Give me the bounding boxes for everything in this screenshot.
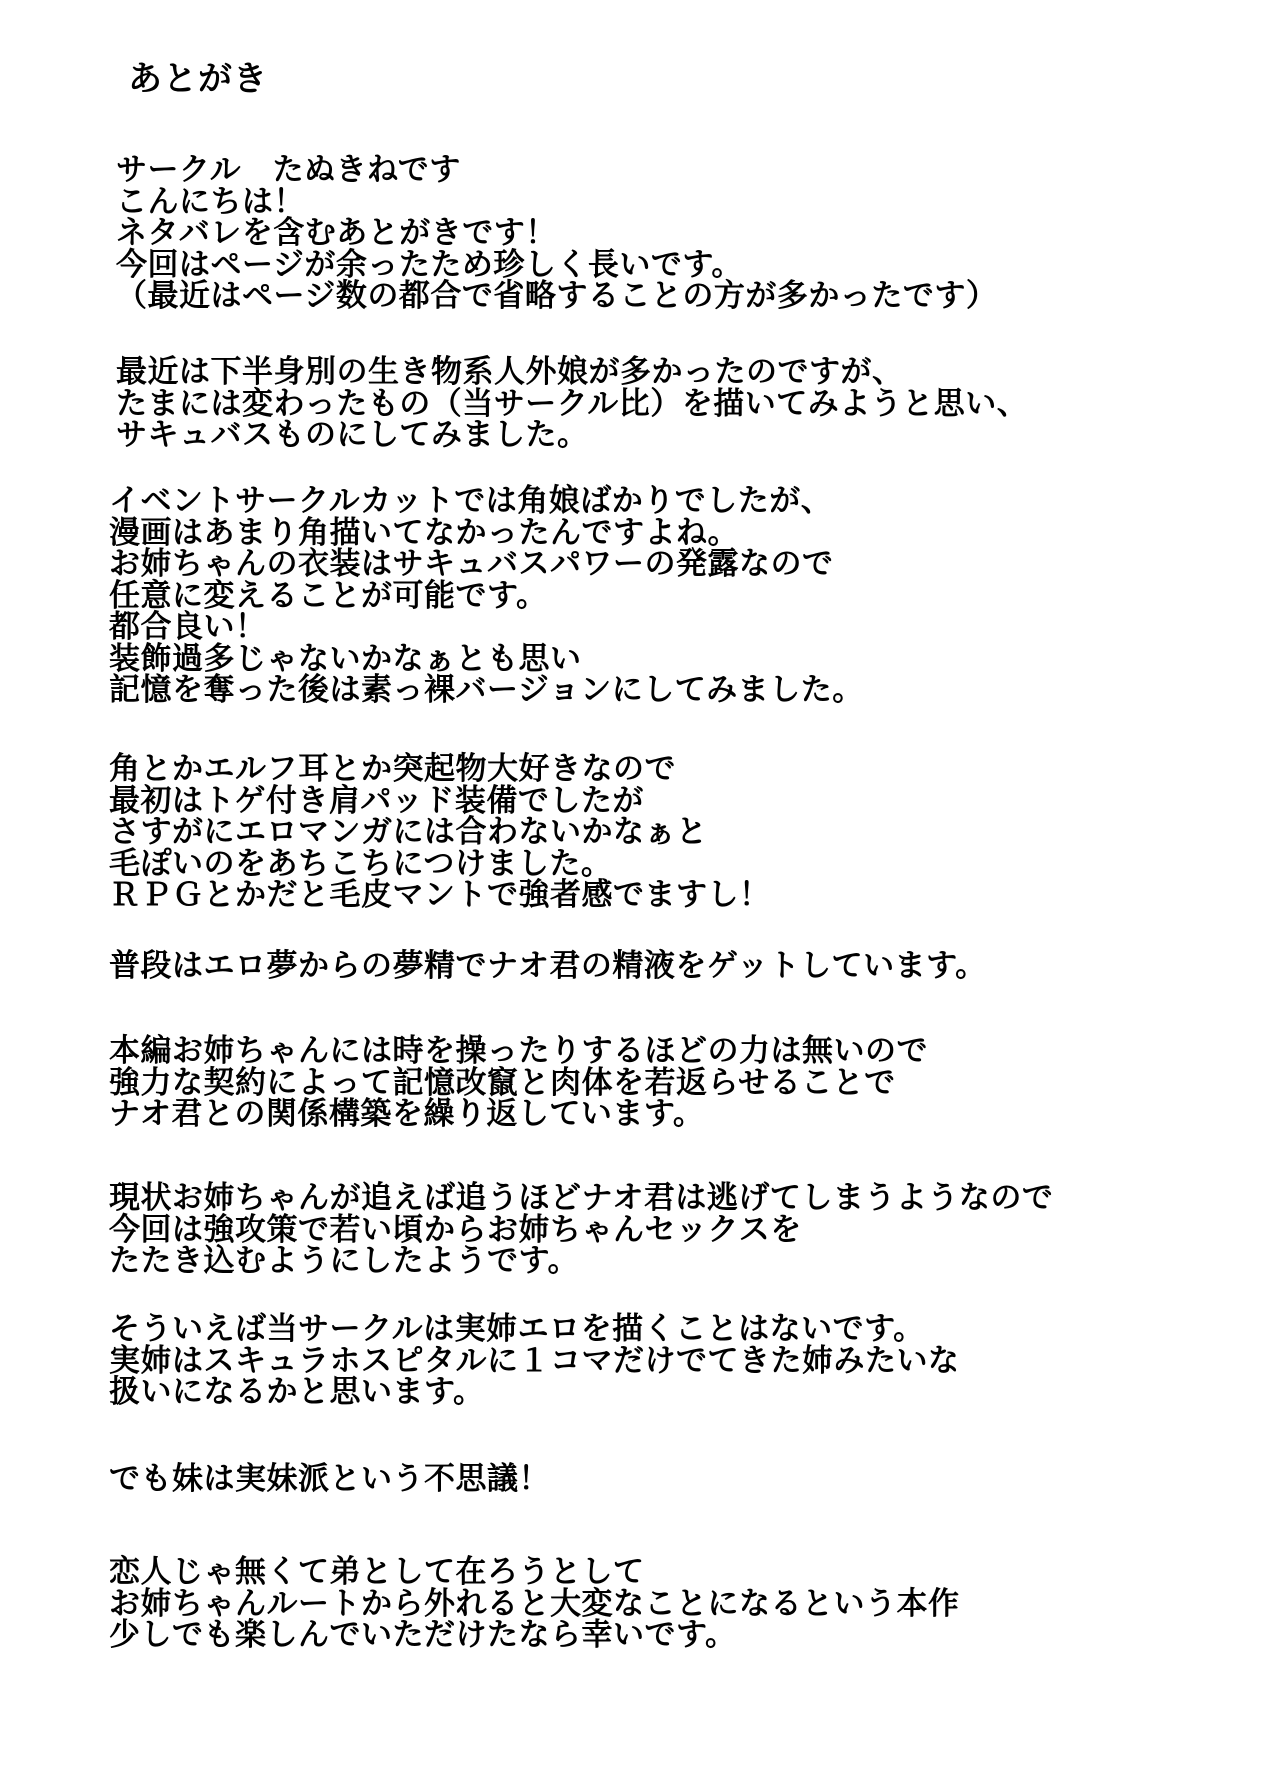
text-line: お姉ちゃんルートから外れると大変なことになるという本作 xyxy=(109,1585,960,1622)
text-line: 漫画はあまり角描いてなかったんですよね。 xyxy=(109,514,739,551)
text-line: イベントサークルカットでは角娘ばかりでしたが、 xyxy=(109,483,833,519)
paragraph-mystery xyxy=(109,1461,550,1497)
text-line: 本編お姉ちゃんには時を操ったりするほどの力は無いので xyxy=(109,1033,928,1069)
text-line: こんにちは！ xyxy=(116,183,305,220)
paragraph-theme xyxy=(116,354,1029,453)
text-line: 実姉はスキュラホスピタルに１コマだけでてきた姉みたいな xyxy=(109,1342,960,1379)
page-title: あとがき xyxy=(128,59,268,99)
text-line: 角とかエルフ耳とか突起物大好きなので xyxy=(109,751,676,787)
paragraph-strategy xyxy=(109,1180,1054,1279)
text-line: 装飾過多じゃないかなぁとも思い xyxy=(109,640,582,677)
text-line: お姉ちゃんの衣装はサキュバスパワーの発露なので xyxy=(109,546,834,582)
paragraph-power xyxy=(109,1033,928,1132)
text-line: ナオ君との関係構築を繰り返しています。 xyxy=(109,1096,705,1132)
text-line: そういえば当サークルは実姉エロを描くことはないです。 xyxy=(109,1311,925,1347)
text-line: 最初はトゲ付き肩パッド装備でしたが xyxy=(109,782,644,819)
text-line: 毛ぽいのをあちこちにつけました。 xyxy=(109,845,613,882)
text-line: 恋人じゃ無くて弟として在ろうとして xyxy=(109,1554,645,1590)
text-line: 現状お姉ちゃんが追えば追うほどナオ君は逃げてしまうようなので xyxy=(109,1180,1054,1216)
text-line: でも妹は実妹派という不思議！ xyxy=(109,1461,550,1497)
text-line: 最近は下半身別の生き物系人外娘が多かったのですが、 xyxy=(116,354,904,390)
text-line: 扱いになるかと思います。 xyxy=(109,1374,485,1410)
text-line: （最近はページ数の都合で省略することの方が多かったです） xyxy=(116,278,998,314)
text-line: さすがにエロマンガには合わないかなぁと xyxy=(109,814,708,850)
text-line: ＲＰＧとかだと毛皮マントで強者感でますし！ xyxy=(109,877,771,913)
text-line: 都合良い！ xyxy=(109,609,267,645)
text-line: サークル たぬきねです xyxy=(116,152,461,188)
text-line: 記憶を奪った後は素っ裸バージョンにしてみました。 xyxy=(109,672,864,708)
paragraph-design xyxy=(109,751,771,913)
text-line: 強力な契約によって記憶改竄と肉体を若返らせることで xyxy=(109,1064,896,1101)
paragraph-costume xyxy=(109,483,864,708)
paragraph-closing xyxy=(109,1554,960,1653)
text-line: 少しでも楽しんでいただけたなら幸いです。 xyxy=(109,1617,737,1653)
text-line: ネタバレを含むあとがきです！ xyxy=(116,215,557,251)
text-line: 今回はページが余ったため珍しく長いです。 xyxy=(116,246,743,283)
text-line: 今回は強攻策で若い頃からお姉ちゃんセックスを xyxy=(109,1211,802,1248)
paragraph-sister xyxy=(109,1311,960,1410)
text-line: 普段はエロ夢からの夢精でナオ君の精液をゲットしています。 xyxy=(109,948,987,984)
text-line: たまには変わったもの（当サークル比）を描いてみようと思い、 xyxy=(116,385,1029,422)
text-line: 任意に変えることが可能です。 xyxy=(109,577,548,614)
text-line: たたき込むようにしたようです。 xyxy=(109,1243,580,1279)
text-line: サキュバスものにしてみました。 xyxy=(116,417,589,453)
paragraph-routine xyxy=(109,948,987,984)
paragraph-greeting xyxy=(116,152,998,314)
